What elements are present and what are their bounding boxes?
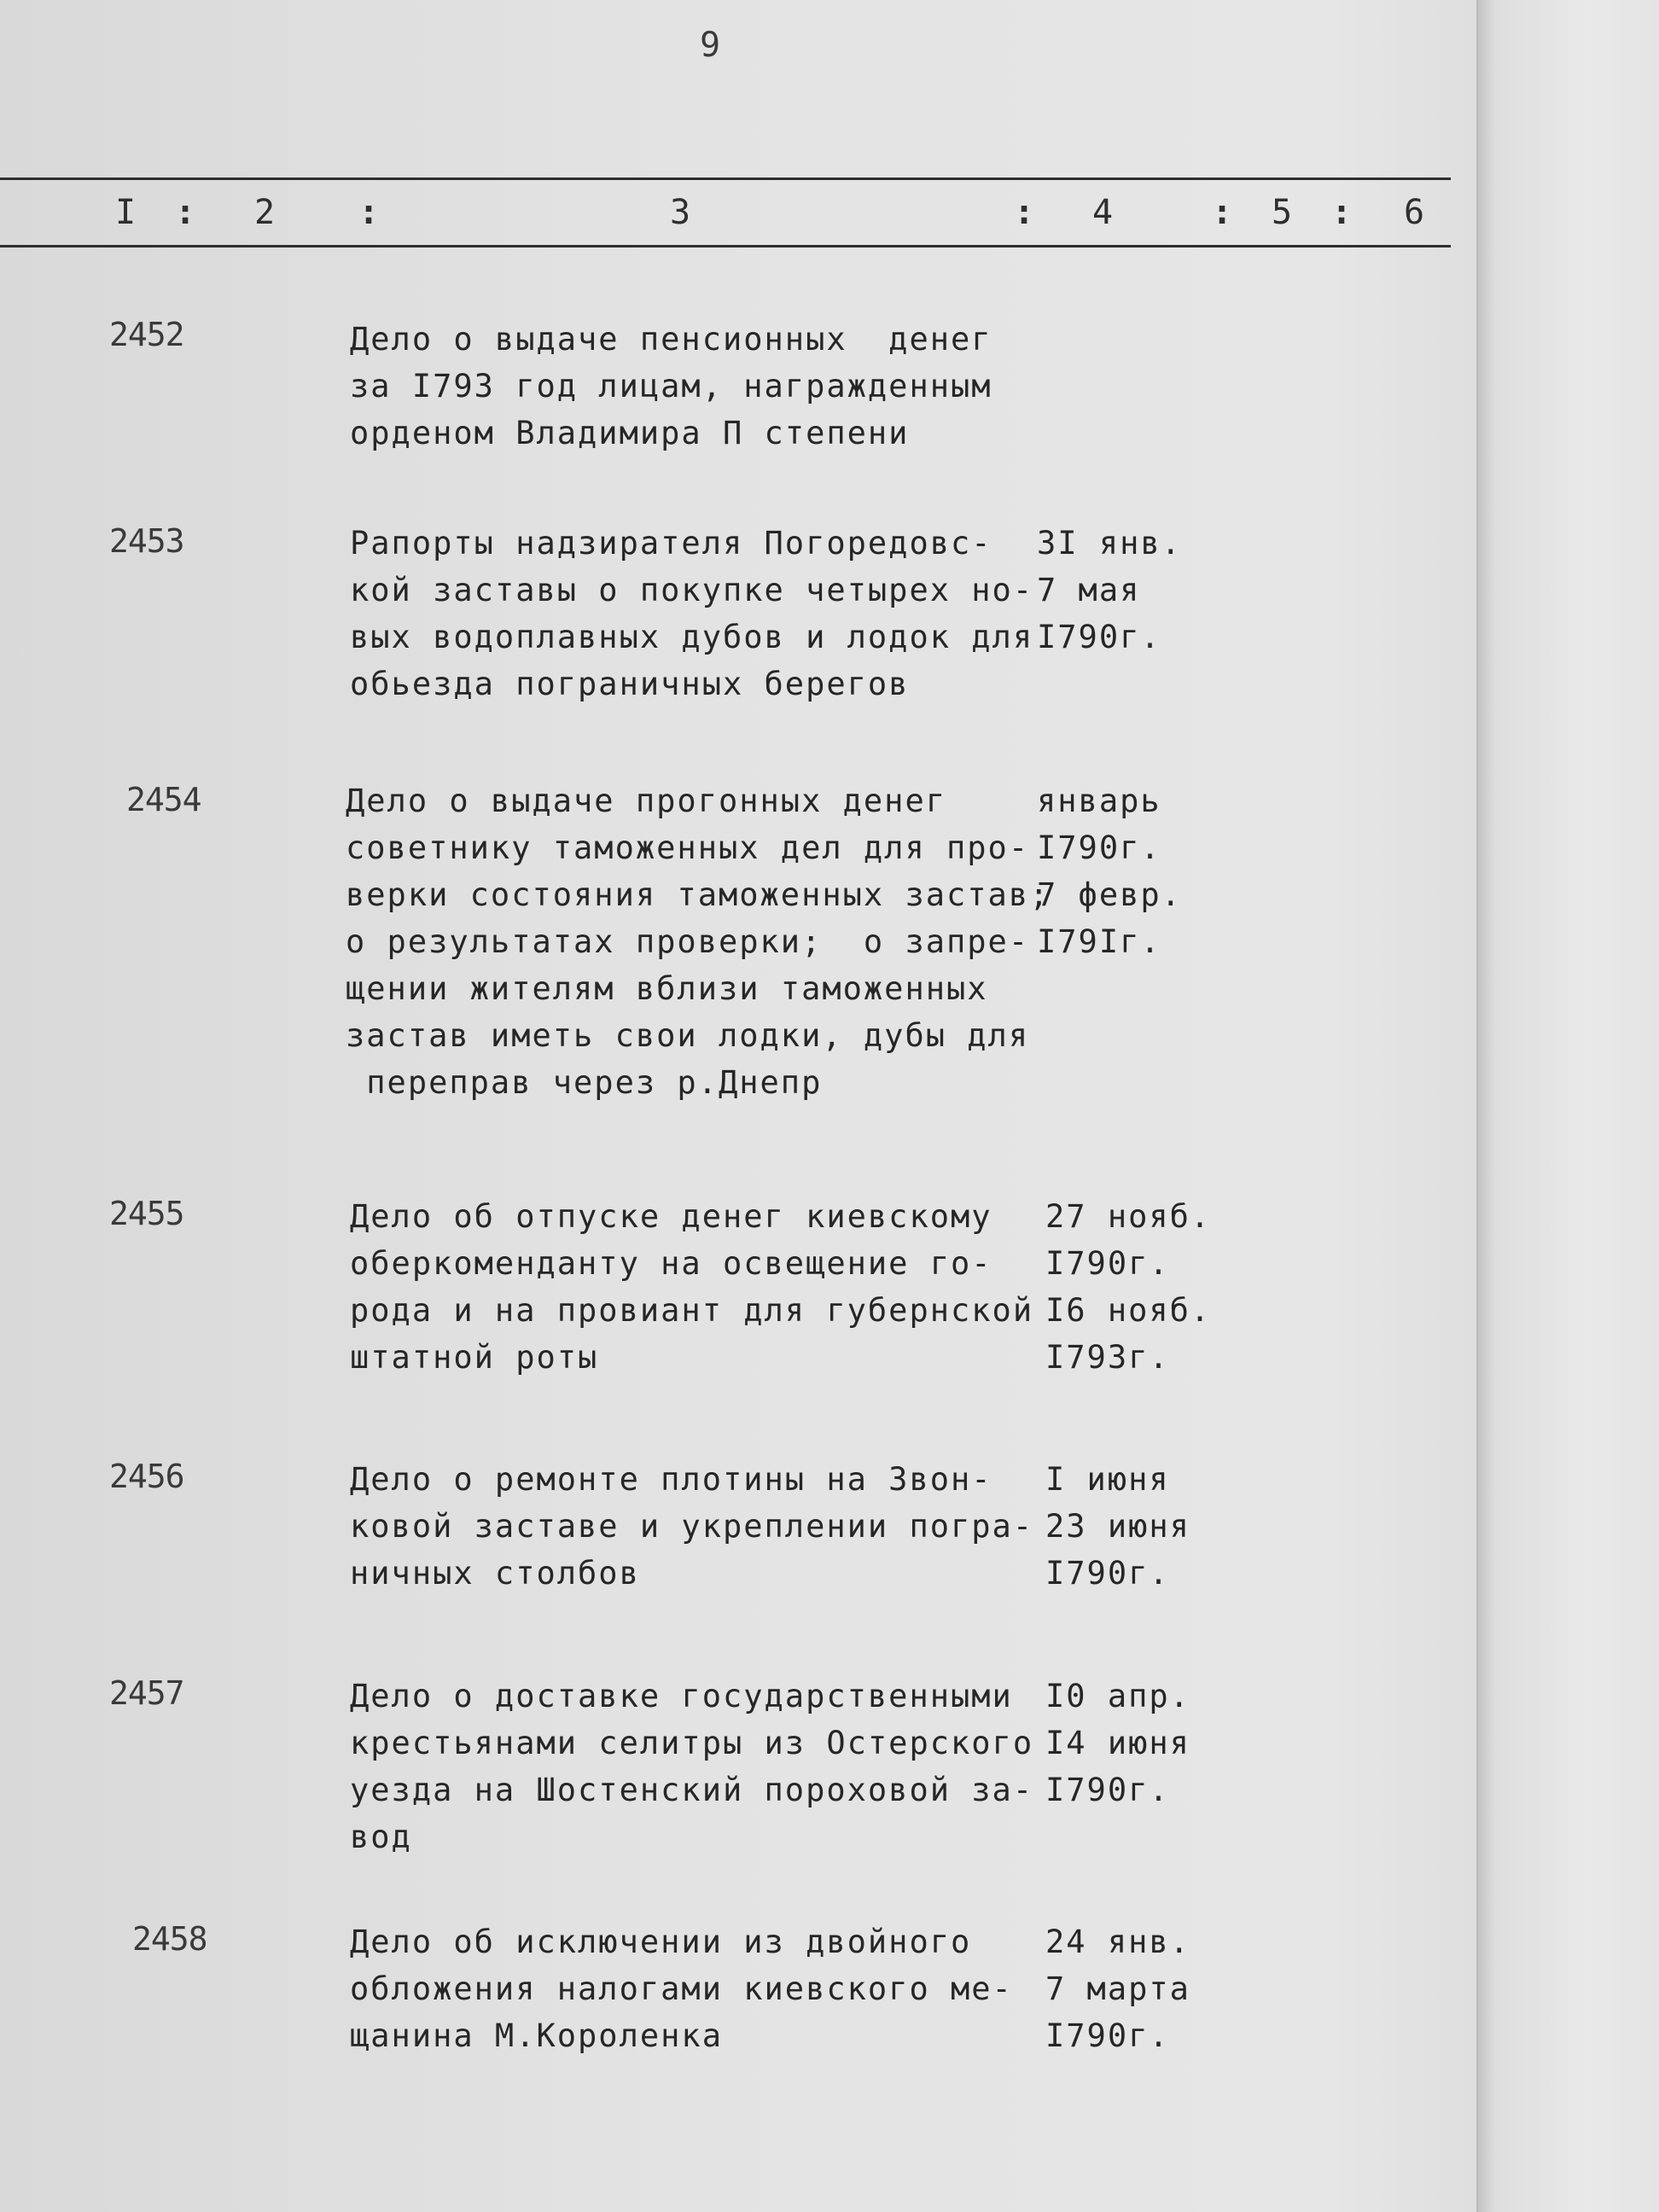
entry-date-line: I790г.	[1037, 830, 1161, 866]
entry-dates	[1045, 1918, 1250, 2059]
entry-title-line: Дело о выдаче прогонных денег	[346, 783, 947, 819]
column-separator: :	[175, 193, 196, 232]
entry-title-line: Дело о выдаче пенсионных денег	[350, 321, 992, 358]
entry-title-line: обьезда пограничных берегов	[350, 666, 910, 702]
entry-title-line: ничных столбов	[350, 1555, 640, 1592]
entry-date-line: 23 июня	[1045, 1508, 1190, 1545]
adjacent-page-edge	[1476, 0, 1659, 2212]
column-header-5: 5	[1272, 193, 1293, 232]
entry-dates	[1045, 1456, 1250, 1597]
entry-date-line: I790г.	[1045, 1772, 1170, 1808]
entry-title-line: вых водоплавных дубов и лодок для	[350, 619, 1034, 655]
column-header-6: 6	[1404, 193, 1425, 232]
entry-date-line: I июня	[1045, 1461, 1170, 1498]
entry-title	[350, 1918, 1041, 2059]
entry-number: 2458	[132, 1920, 207, 1958]
entry-title-line: обложения налогами киевского ме-	[350, 1970, 1013, 2007]
entry-number: 2453	[109, 522, 184, 560]
entry-date-line: I790г.	[1045, 1245, 1170, 1282]
column-separator: :	[1331, 193, 1353, 232]
entry-title	[350, 520, 1041, 707]
entry-date-line: I4 июня	[1045, 1725, 1190, 1761]
entry-title	[346, 777, 1051, 1106]
entry-date-line: I0 апр.	[1045, 1678, 1190, 1714]
entry-date-line: I6 нояб.	[1045, 1292, 1212, 1329]
header-rule-top	[0, 178, 1451, 180]
column-separator: :	[358, 193, 380, 232]
column-separator: :	[1212, 193, 1233, 232]
entry-title-line: о результатах проверки; о запре-	[346, 923, 1030, 960]
entry-title-line: крестьянами селитры из Остерского	[350, 1725, 1034, 1761]
entry-title-line: Дело о ремонте плотины на Звон-	[350, 1461, 992, 1498]
entry-title	[350, 1456, 1041, 1597]
entry-date-line: I793г.	[1045, 1339, 1170, 1376]
entry-title-line: щении жителям вблизи таможенных	[346, 970, 988, 1007]
header-rule-bottom	[0, 245, 1451, 247]
entry-date-line: I790г.	[1037, 619, 1161, 655]
page-number: 9	[700, 26, 721, 65]
column-header-1: I	[115, 193, 137, 232]
entry-title	[350, 1673, 1041, 1860]
entry-title	[350, 316, 1041, 457]
entry-title-line: штатной роты	[350, 1339, 599, 1376]
entry-title-line: Дело об исключении из двойного	[350, 1924, 972, 1960]
entry-date-line: I790г.	[1045, 2017, 1170, 2054]
entry-title-line: застав иметь свои лодки, дубы для	[346, 1017, 1030, 1054]
column-header-3: 3	[670, 193, 691, 232]
entry-date-line: 7 мая	[1037, 572, 1141, 608]
entry-title-line: щанина М.Короленка	[350, 2017, 723, 2054]
entry-title-line: за I793 год лицам, награжденным	[350, 368, 992, 405]
entry-title-line: Дело о доставке государственными	[350, 1678, 1013, 1714]
entry-date-line: I790г.	[1045, 1555, 1170, 1592]
entry-title-line: Дело об отпуске денег киевскому	[350, 1198, 992, 1235]
entry-title-line: переправ через р.Днепр	[346, 1064, 823, 1101]
entry-date-line: 24 янв.	[1045, 1924, 1190, 1960]
entry-dates	[1045, 1193, 1250, 1381]
entry-title-line: верки состояния таможенных застав;	[346, 876, 1051, 913]
entry-number: 2455	[109, 1195, 184, 1232]
entry-title-line: кой заставы о покупке четырех но-	[350, 572, 1034, 608]
entry-date-line: 3I янв.	[1037, 525, 1182, 562]
entry-date-line: январь	[1037, 783, 1161, 819]
column-header-4: 4	[1092, 193, 1114, 232]
column-header-2: 2	[254, 193, 276, 232]
entry-title-line: рода и на провиант для губернской	[350, 1292, 1034, 1329]
entry-title-line: Рапорты надзирателя Погоредовс-	[350, 525, 992, 562]
entry-title-line: уезда на Шостенский пороховой за-	[350, 1772, 1034, 1808]
entry-date-line: 7 марта	[1045, 1970, 1190, 2007]
entry-title-line: вод	[350, 1819, 412, 1855]
entry-dates	[1045, 1673, 1250, 1813]
entry-title-line: оберкоменданту на освещение го-	[350, 1245, 992, 1282]
entry-number: 2452	[109, 316, 184, 353]
entry-date-line: 7 февр.	[1037, 876, 1182, 913]
entry-number: 2456	[109, 1458, 184, 1495]
entry-title-line: советнику таможенных дел для про-	[346, 830, 1030, 866]
entry-title-line: орденом Владимира П степени	[350, 415, 910, 451]
entry-dates	[1037, 777, 1242, 965]
entry-dates	[1037, 520, 1242, 661]
column-separator: :	[1014, 193, 1035, 232]
entry-title	[350, 1193, 1041, 1381]
entry-title-line: ковой заставе и укреплении погра-	[350, 1508, 1034, 1545]
entry-number: 2454	[126, 781, 201, 818]
entry-number: 2457	[109, 1674, 184, 1712]
entry-date-line: 27 нояб.	[1045, 1198, 1212, 1235]
entry-date-line: I79Iг.	[1037, 923, 1161, 960]
